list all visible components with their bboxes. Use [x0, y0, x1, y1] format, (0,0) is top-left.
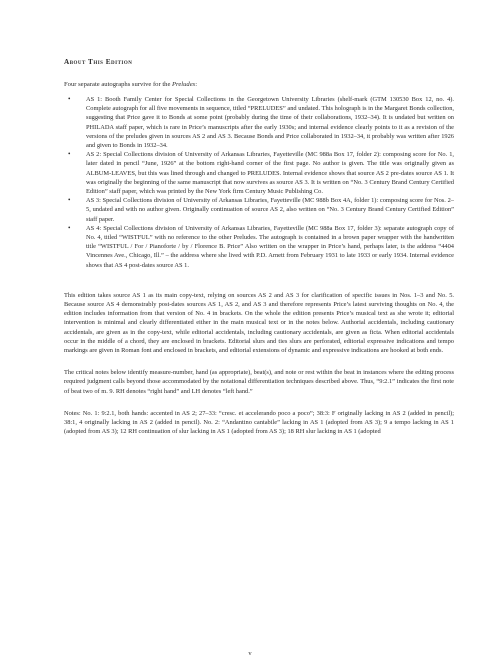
- editorial-method-paragraph: This edition takes source AS 1 as its main copy-text, relying on sources AS 2 and AS 3 for clarification of specific issues in Nos. 1–3 and No. 5. Because source AS 4 demonstrably post-dates sources AS 1, AS 2, and AS 3 and therefore represents Price’s latest surviving thoughts on No. 4, the edition includes information from that version of No. 4 in brackets. On the whole the edition presents Price’s musical text as she wrote it; editorial intervention is minimal and clearly differentiated either in the main musical text or in the notes below. Authorial accidentals, including cautionary accidentals, are given as in the copy-text, while editorial accidentals, including cautionary accidentals, are given as ficta. When editorial accidentals occur in the middle of a chord, they are enclosed in brackets. Editorial slurs and ties slurs are perforated, editorial expressive indications and tempo markings are given in Roman font and enclosed in brackets, and editorial extensions of dynamic and expressive indications are hooked at both ends.: [64, 291, 454, 355]
- source-text: AS 4: Special Collections division of University of Arkansas Libraries, Fayetteville (MC 988a Box 17, folder 3): separate autograph copy of No. 4, titled “WISTFUL” with no reference to the other Preludes. The autograph is contained in a brown paper wrapper with the handwritten title “WISTFUL / For / Pianoforte / by / Florence B. Price” Also written on the wrapper in Price’s hand, perhaps later, is the address “4404 Vincennes Ave., Chicago, Ill.” – the address where she lived with P.D. Arnett from February 1931 to late 1933 or early 1934. Internal evidence shows that AS 4 post-dates source AS 1.: [86, 224, 454, 269]
- bullet-icon: •: [68, 150, 71, 159]
- section-heading: About This Edition: [64, 58, 133, 66]
- bullet-icon: •: [68, 196, 71, 205]
- source-text: AS 2: Special Collections division of University of Arkansas Libraries, Fayetteville (MC 988a Box 17, folder 2): composing score for No. 1, later dated in pencil “June, 1926” at the bottom right-hand corner of the first page. No author is given. The title was originally given as ALBUM-LEAVES, but this was lined through and changed to PRELUDES. Internal evidence shows that source AS 2 pre-dates source AS 1. It was originally the beginning of the same manuscript that now survives as source AS 3. It is written on “No. 3 Century Brand Century Certified Edition” staff paper, which was printed by the New York firm Century Music Publishing Co.: [86, 151, 454, 196]
- critical-notes-paragraph: The critical notes below identify measure-number, hand (as appropriate), beat(s), and note or rest within the beat in instances where the editing process required judgment calls beyond those accommodated by the notational differentiation techniques described above. Thus, “9:2.1” indicates the first note of beat two of m. 9. RH denotes “right hand” and LH denotes “left hand.”: [64, 369, 454, 395]
- source-item-as1: [64, 95, 454, 150]
- source-text: AS 1: Booth Family Center for Special Collections in the Georgetown University Libraries (shelf-mark (GTM 130530 Box 12, no. 4). Complete autograph for all five movements in sequence, titled “PRELUDES” and undated. This holograph is in the Margaret Bonds collection, suggesting that Price gave it to Bonds at some point (probably during the time of their collaborations, 1932–34). It is undated but written on PHILADA staff paper, which is rare in Price’s manuscripts after the early 1930s; and internal evidence clearly points to it as a revision of the versions of the preludes given in sources AS 2 and AS 3. Because Bonds and Price collaborated in 1932–34, it probably was written after 1926 and given to Bonds in 1932–34.: [86, 96, 454, 150]
- source-item-as2: [64, 150, 454, 196]
- bullet-icon: •: [68, 95, 71, 103]
- source-list: [64, 95, 454, 270]
- intro-title: Preludes: [172, 81, 196, 88]
- intro-sentence: [64, 80, 454, 89]
- intro-end: :: [195, 81, 198, 88]
- page-number: v: [248, 650, 252, 657]
- bullet-icon: •: [68, 223, 71, 232]
- source-item-as3: [64, 196, 454, 224]
- intro-text: Four separate autographs survive for the: [64, 81, 173, 88]
- source-item-as4: [64, 224, 454, 270]
- source-text: AS 3: Special Collections division of University of Arkansas Libraries, Fayetteville (MC 988b Box 4A, folder 1): composing score for Nos. 2–5, undated and with no author given. Originally continuation of source AS 2, also written on “No. 3 Century Brand Century Certified Edition” staff paper.: [86, 197, 454, 223]
- notes-paragraph: Notes: No. 1: 9:2.1, both hands: accented in AS 2; 27–33: “cresc. et accelerando poco a poco”; 38:3: F originally lacking in AS 2 (added in pencil); 38:1, 4 originally lacking in AS 2 (added in pencil). No. 2: “Andantino cantabile” lacking in AS 1 (adopted from AS 3); 9 a tempo lacking in AS 1 (adopted from AS 3); 12 RH continuation of slur lacking in AS 1 (adopted from AS 3); 18 RH slur lacking in AS 1 (adopted: [64, 409, 454, 436]
